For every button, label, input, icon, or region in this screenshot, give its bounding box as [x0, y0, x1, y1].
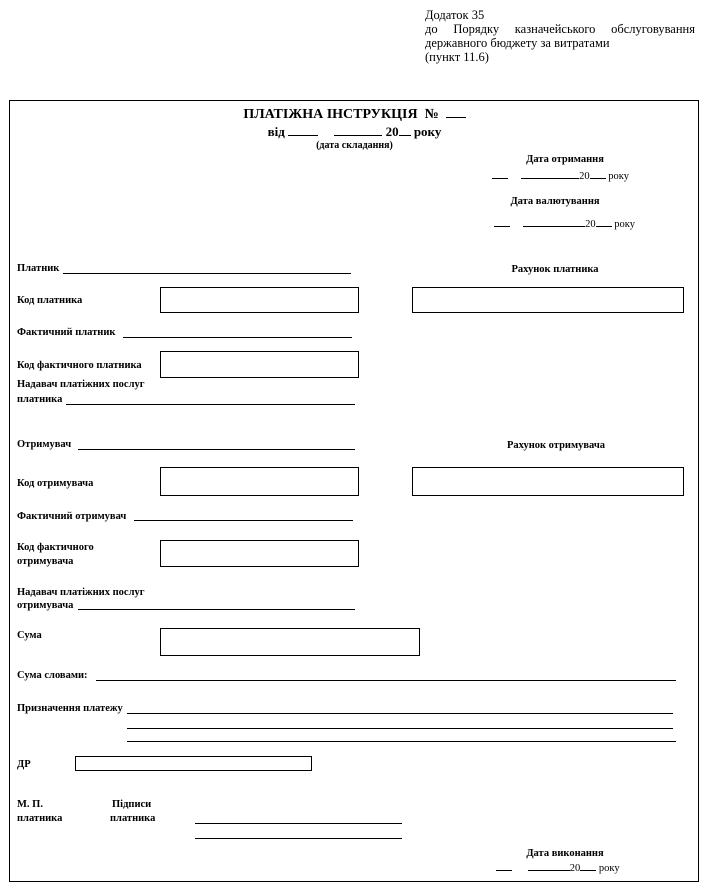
form-title-text: ПЛАТІЖНА ІНСТРУКЦІЯ [243, 107, 418, 122]
signatures-label-2: платника [110, 813, 156, 824]
recipient-code-label: Код отримувача [17, 478, 94, 489]
signatures-label-1: Підписи [112, 799, 152, 810]
actual-payer-field[interactable] [123, 337, 352, 338]
recipient-code-field[interactable] [160, 467, 359, 496]
compile-date-line [0, 123, 709, 140]
recipient-account-label: Рахунок отримувача [506, 440, 606, 451]
annex-note [425, 8, 695, 64]
amount-label: Сума [17, 630, 42, 641]
actual-recipient-code-label-2: отримувача [17, 556, 74, 567]
compile-month-field[interactable] [334, 123, 382, 136]
payer-psp-label-1: Надавач платіжних послуг [17, 379, 145, 390]
signature-field-2[interactable] [195, 838, 402, 839]
number-sign: № [424, 107, 439, 122]
year-prefix: 20 [579, 171, 590, 182]
stamp-label-1: М. П. [17, 799, 43, 810]
valuation-day-field[interactable] [494, 217, 510, 227]
dr-field[interactable] [75, 756, 312, 771]
received-year-field[interactable] [590, 169, 606, 179]
execution-date-line [496, 861, 620, 874]
recipient-psp-label-2: отримувача [17, 600, 74, 611]
annex-line-2: до Порядку казначейського обслуговування [425, 22, 695, 36]
valuation-year-field[interactable] [596, 217, 612, 227]
received-month-field[interactable] [521, 169, 579, 179]
purpose-field-line-3[interactable] [127, 741, 676, 742]
form-title [0, 105, 709, 123]
year-suffix: року [598, 863, 620, 874]
year-prefix: 20 [585, 219, 596, 230]
payer-account-label: Рахунок платника [511, 264, 599, 275]
actual-recipient-field[interactable] [134, 520, 353, 521]
recipient-label: Отримувач [17, 439, 72, 450]
dr-label: ДР [17, 759, 31, 770]
received-date-label: Дата отримання [526, 154, 604, 165]
document-number-field[interactable] [446, 105, 466, 118]
actual-payer-label: Фактичний платник [17, 327, 116, 338]
execution-month-field[interactable] [528, 861, 570, 871]
payer-label: Платник [17, 263, 60, 274]
payer-psp-label-2: платника [17, 394, 63, 405]
payer-name-field[interactable] [63, 273, 351, 274]
amount-words-label: Сума словами: [17, 670, 88, 681]
actual-recipient-code-field[interactable] [160, 540, 359, 567]
compile-day-field[interactable] [288, 123, 318, 136]
payer-account-field[interactable] [412, 287, 684, 313]
amount-field[interactable] [160, 628, 420, 656]
year-prefix: 20 [385, 124, 399, 139]
actual-payer-code-label: Код фактичного платника [17, 360, 142, 371]
compile-year-field[interactable] [399, 123, 411, 136]
payer-code-label: Код платника [17, 295, 83, 306]
execution-day-field[interactable] [496, 861, 512, 871]
payer-psp-field[interactable] [66, 404, 355, 405]
payer-code-field[interactable] [160, 287, 359, 313]
year-prefix: 20 [569, 863, 581, 874]
actual-payer-code-field[interactable] [160, 351, 359, 378]
year-suffix: року [608, 171, 629, 182]
received-date-line [492, 169, 629, 182]
valuation-date-line [494, 217, 635, 230]
purpose-field-line-1[interactable] [127, 713, 673, 714]
recipient-name-field[interactable] [78, 449, 355, 450]
actual-recipient-code-label-1: Код фактичного [17, 542, 94, 553]
purpose-label: Призначення платежу [17, 703, 123, 714]
annex-line-4: (пункт 11.6) [425, 50, 489, 64]
stamp-label-2: платника [17, 813, 63, 824]
valuation-month-field[interactable] [523, 217, 585, 227]
execution-year-field[interactable] [580, 861, 596, 871]
execution-date-label: Дата виконання [526, 848, 604, 859]
year-suffix: року [413, 124, 442, 139]
amount-words-field[interactable] [96, 680, 676, 681]
date-caption: (дата складання) [316, 140, 393, 151]
year-suffix: року [614, 219, 635, 230]
annex-title: Додаток 35 [425, 8, 485, 22]
recipient-psp-field[interactable] [78, 609, 355, 610]
purpose-field-line-2[interactable] [127, 728, 673, 729]
signature-field-1[interactable] [195, 823, 402, 824]
recipient-psp-label-1: Надавач платіжних послуг [17, 587, 145, 598]
from-label: від [267, 124, 285, 139]
valuation-date-label: Дата валютування [510, 196, 600, 207]
recipient-account-field[interactable] [412, 467, 684, 496]
received-day-field[interactable] [492, 169, 508, 179]
annex-line-3: державного бюджету за витратами [425, 36, 610, 50]
actual-recipient-label: Фактичний отримувач [17, 511, 127, 522]
